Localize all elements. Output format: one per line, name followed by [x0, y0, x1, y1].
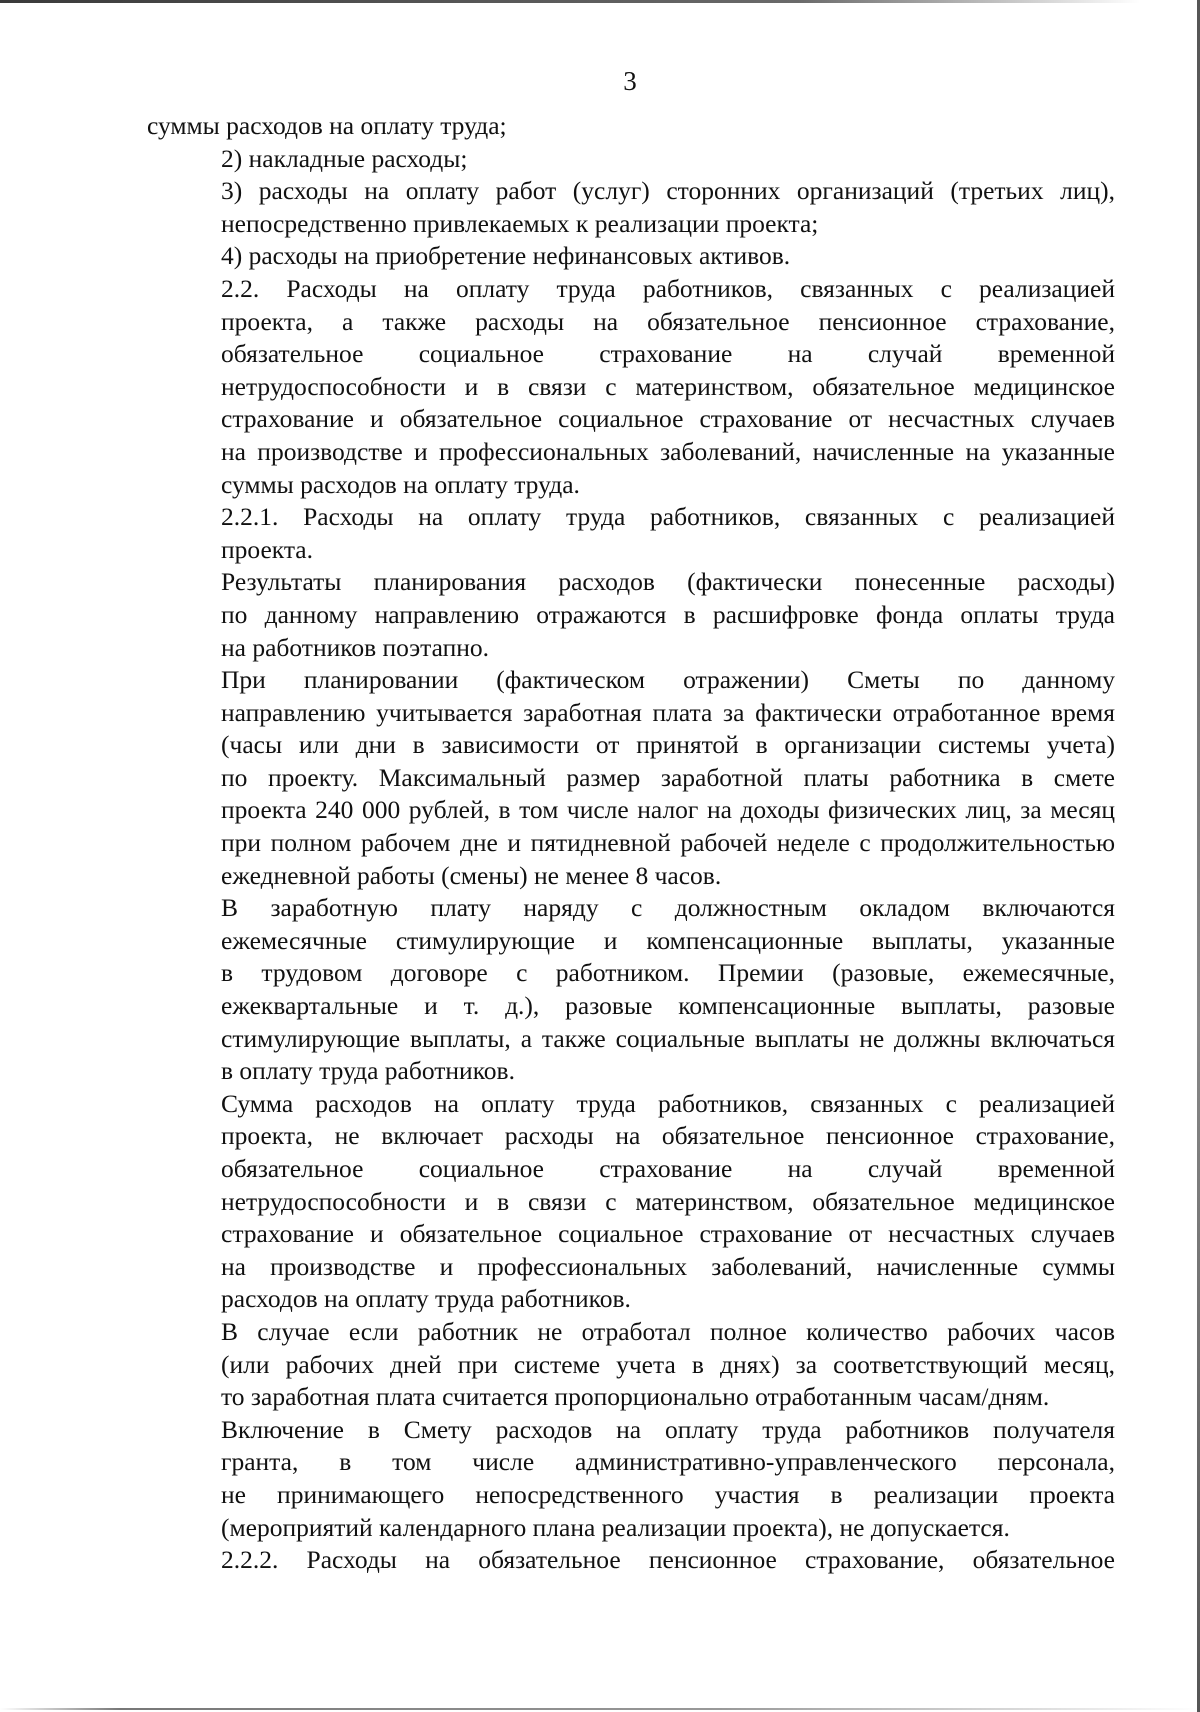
text-line: ежемесячные стимулирующие и компенсационные выплаты, указанные	[221, 925, 1115, 955]
text-line: на производстве и профессиональных заболеваний, начисленные на указанные	[221, 436, 1115, 466]
text-line: не принимающего непосредственного участия в реализации проекта	[221, 1479, 1115, 1509]
text-line: (мероприятий календарного плана реализации проекта), не допускается.	[221, 1512, 1010, 1542]
paragraph	[147, 143, 1115, 176]
text-line: 4) расходы на приобретение нефинансовых активов.	[221, 241, 791, 271]
text-line: 2.2. Расходы на оплату труда работников, связанных с реализацией	[221, 273, 1115, 303]
text-line: (часы или дни в зависимости от принятой в организации системы учета)	[221, 730, 1115, 760]
text-line: направлению учитывается заработная плата за фактически отработанное время	[221, 697, 1115, 727]
paragraph	[147, 175, 1115, 240]
text-line: 2.2.1. Расходы на оплату труда работников, связанных с реализацией	[221, 502, 1115, 532]
page-number: 3	[623, 66, 637, 96]
text-line: стимулирующие выплаты, а также социальные выплаты не должны включаться	[221, 1023, 1115, 1053]
text-line: то заработная плата считается пропорционально отработанным часам/дням.	[221, 1382, 1050, 1412]
paragraph	[147, 1316, 1115, 1414]
text-line: по данному направлению отражаются в расшифровке фонда оплаты труда	[221, 599, 1115, 629]
text-line: суммы расходов на оплату труда.	[221, 469, 580, 499]
text-line: обязательное социальное страхование на случай временной	[221, 339, 1115, 369]
scan-edge-bottom	[0, 1708, 1200, 1710]
text-line: (или рабочих дней при системе учета в днях) за соответствующий месяц,	[221, 1349, 1115, 1379]
paragraph	[147, 566, 1115, 664]
text-line: расходов на оплату труда работников.	[221, 1284, 631, 1314]
paragraph	[147, 501, 1115, 566]
text-line: в оплату труда работников.	[221, 1056, 515, 1086]
paragraph	[147, 273, 1115, 501]
text-line: 2.2.2. Расходы на обязательное пенсионное страхование, обязательное	[221, 1545, 1115, 1575]
text-line: 2) накладные расходы;	[221, 143, 468, 173]
text-line: страхование и обязательное социальное страхование от несчастных случаев	[221, 404, 1115, 434]
text-line: Результаты планирования расходов (фактически понесенные расходы)	[221, 567, 1115, 597]
paragraph	[147, 240, 1115, 273]
text-line: проекта.	[221, 534, 313, 564]
document-body	[147, 110, 1115, 1577]
text-line: суммы расходов на оплату труда;	[147, 111, 507, 140]
text-line: Сумма расходов на оплату труда работников, связанных с реализацией	[221, 1088, 1115, 1118]
paragraph	[147, 664, 1115, 892]
text-line: страхование и обязательное социальное страхование от несчастных случаев	[221, 1219, 1115, 1249]
text-line: Включение в Смету расходов на оплату труда работников получателя	[221, 1414, 1115, 1444]
text-line: по проекту. Максимальный размер заработной платы работника в смете	[221, 762, 1115, 792]
text-line: ежедневной работы (смены) не менее 8 часов.	[221, 860, 722, 890]
paragraph	[147, 1088, 1115, 1316]
text-line: проекта 240 000 рублей, в том числе налог на доходы физических лиц, за месяц	[221, 795, 1115, 825]
text-line: проекта, а также расходы на обязательное пенсионное страхование,	[221, 306, 1115, 336]
paragraph	[147, 1414, 1115, 1544]
text-line: нетрудоспособности и в связи с материнством, обязательное медицинское	[221, 371, 1115, 401]
paragraph	[147, 892, 1115, 1088]
text-line: при полном рабочем дне и пятидневной рабочей неделе с продолжительностью	[221, 828, 1115, 858]
scan-edge-top	[0, 0, 1140, 3]
text-line: ежеквартальные и т. д.), разовые компенсационные выплаты, разовые	[221, 991, 1115, 1021]
text-line: на работников поэтапно.	[221, 632, 489, 662]
paragraph	[147, 1544, 1115, 1577]
text-line: непосредственно привлекаемых к реализации проекта;	[221, 208, 819, 238]
text-line: гранта, в том числе административно-управленческого персонала,	[221, 1447, 1115, 1477]
text-line: 3) расходы на оплату работ (услуг) сторонних организаций (третьих лиц),	[221, 176, 1115, 206]
text-line: в трудовом договоре с работником. Премии (разовые, ежемесячные,	[221, 958, 1115, 988]
text-line: В случае если работник не отработал полное количество рабочих часов	[221, 1316, 1115, 1346]
text-line: В заработную плату наряду с должностным окладом включаются	[221, 893, 1115, 923]
paragraph	[147, 110, 1115, 143]
text-line: нетрудоспособности и в связи с материнством, обязательное медицинское	[221, 1186, 1115, 1216]
text-line: обязательное социальное страхование на случай временной	[221, 1154, 1115, 1183]
text-line: При планировании (фактическом отражении) Сметы по данному	[221, 665, 1115, 695]
text-line: проекта, не включает расходы на обязательное пенсионное страхование,	[221, 1121, 1115, 1151]
text-line: на производстве и профессиональных заболеваний, начисленные суммы	[221, 1251, 1115, 1281]
